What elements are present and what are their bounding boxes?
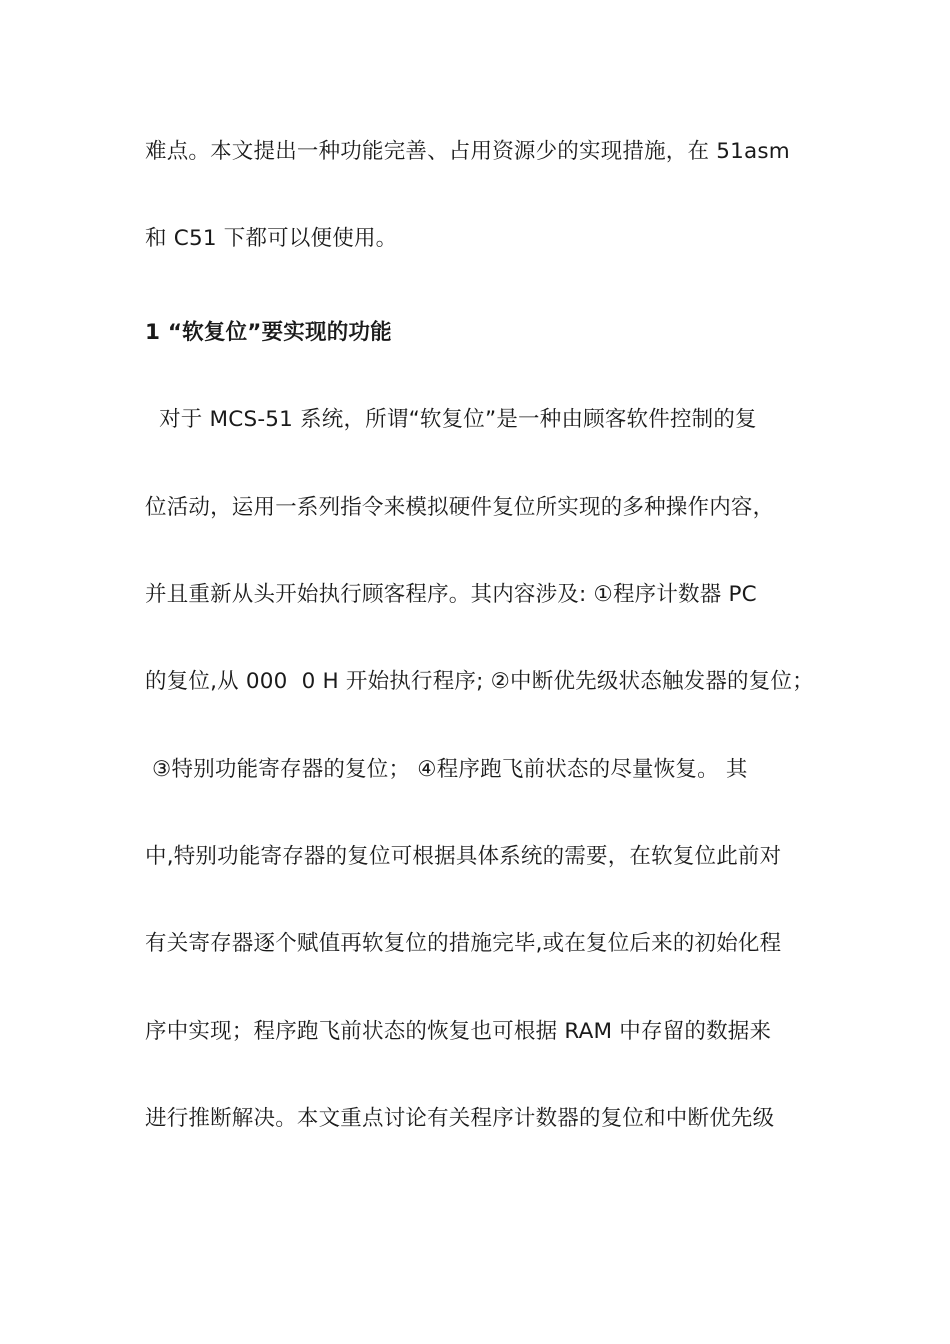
paragraph-line-8: 中,特别功能寄存器的复位可根据具体系统的需要，在软复位此前对 [145, 844, 782, 869]
paragraph-line-1: 难点。本文提出一种功能完善、占用资源少的实现措施，在 51asm [145, 139, 790, 164]
paragraph-line-5: 并且重新从头开始执行顾客程序。其内容涉及:﻿ ①程序计数器 PC [145, 582, 757, 607]
paragraph-line-11: 进行推断解决。本文重点讨论有关程序计数器的复位和中断优先级 [145, 1106, 775, 1131]
section-heading: 1 “软复位”要实现的功能 [145, 320, 392, 345]
paragraph-line-4: 位活动，运用一系列指令来模拟硬件复位所实现的多种操作内容， [145, 495, 775, 520]
paragraph-line-7: ﻿ ③特别功能寄存器的复位；﻿ ④程序跑飞前状态的尽量恢复。﻿ 其 [145, 757, 748, 782]
paragraph-line-6: 的复位,从 000 0 H 开始执行程序;﻿ ②中断优先级状态触发器的复位； [145, 669, 814, 694]
paragraph-line-10: 序中实现；程序跑飞前状态的恢复也可根据 RAM 中存留的数据来 [145, 1019, 772, 1044]
paragraph-line-9: 有关寄存器逐个赋值再软复位的措施完毕,或在复位后来的初始化程 [145, 931, 782, 956]
paragraph-line-2: 和 C51 下都可以便使用。 [145, 226, 398, 251]
paragraph-line-3: 对于 MCS-51 系统，所谓“软复位”是一种由顾客软件控制的复 [145, 407, 757, 432]
